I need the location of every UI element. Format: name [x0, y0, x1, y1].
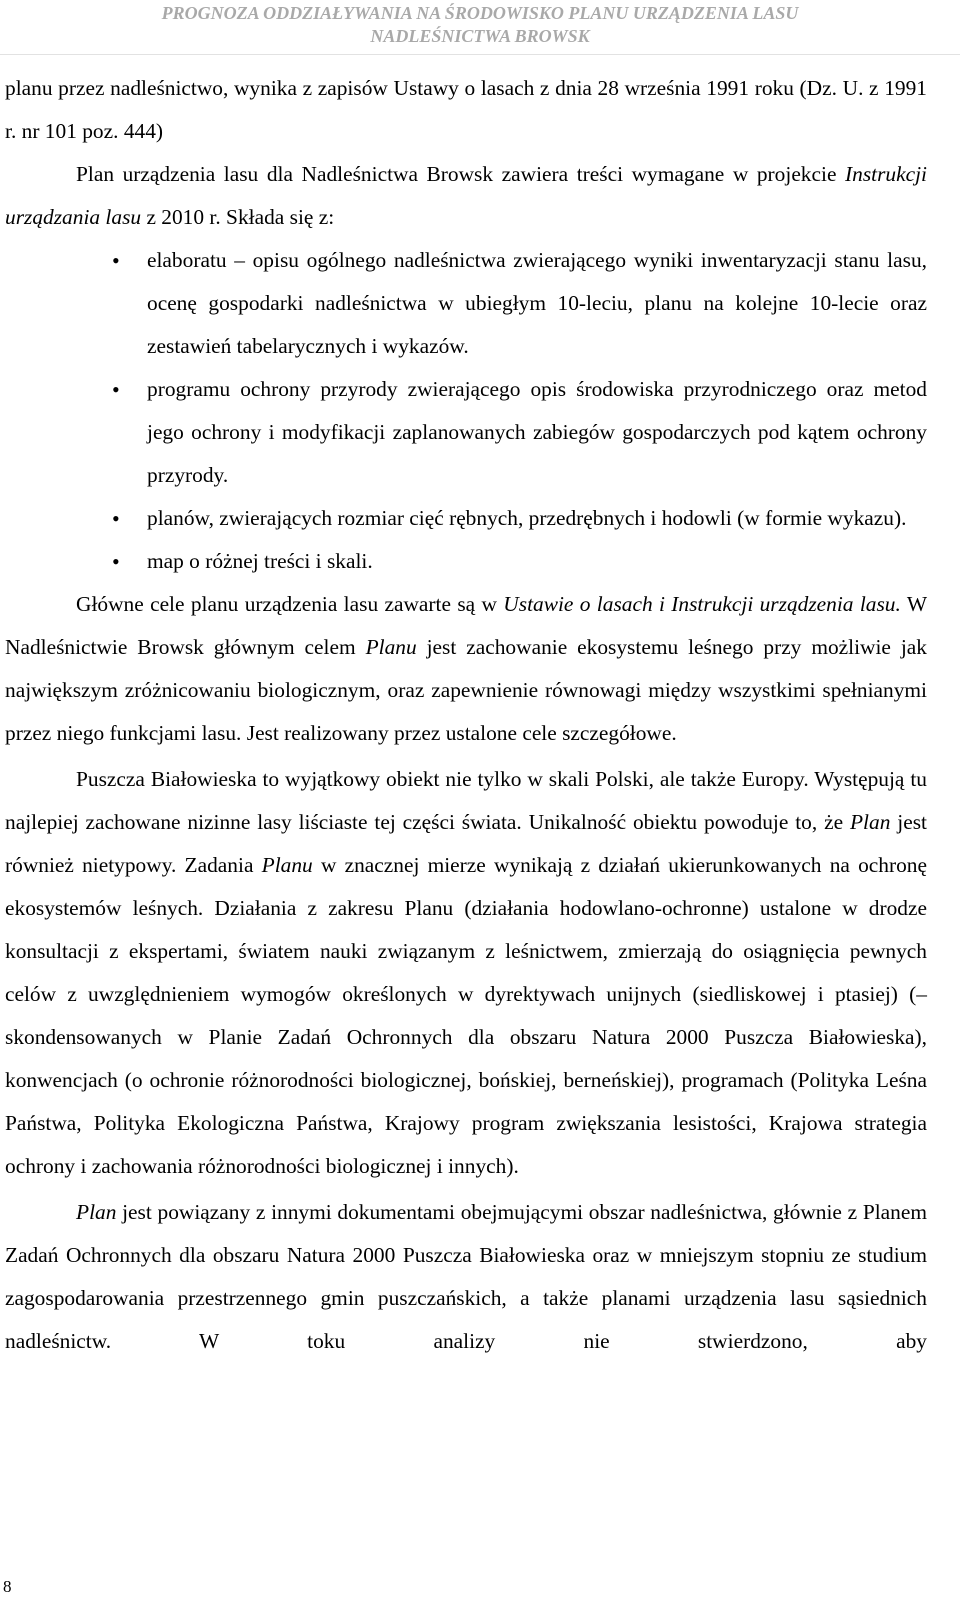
list-item — [5, 368, 927, 497]
list-item — [5, 497, 927, 540]
list-item-text: elaboratu – opisu ogólnego nadleśnictwa zwierającego wyniki inwentaryzacji stanu lasu, ocenę gospodarki nadleśnictwa w ubiegłym 10-leciu, planu na kolejne 10-lecie oraz zestawień tabelarycznych i wykazów. — [147, 248, 927, 358]
bullet-icon: • — [112, 549, 120, 574]
running-header — [0, 2, 960, 55]
paragraph-2-text-a: Plan urządzenia lasu dla Nadleśnictwa Browsk zawiera treści wymagane w projekcie — [76, 162, 846, 186]
list-item-text: programu ochrony przyrody zwierającego opis środowiska przyrodniczego oraz metod jego ochrony i modyfikacji zaplanowanych zabiegów gospodarczych pod kątem ochrony przyrody. — [147, 377, 927, 487]
list-item — [5, 540, 927, 583]
paragraph-3-italic-plan: Planu — [365, 635, 417, 659]
list-item-text: planów, zwierających rozmiar cięć rębnych, przedrębnych i hodowli (w formie wykazu). — [147, 506, 907, 530]
header-line-2: NADLEŚNICTWA BROWSK — [370, 26, 590, 46]
list-item — [5, 239, 927, 368]
list-item-text: map o różnej treści i skali. — [147, 549, 373, 573]
paragraph-3 — [5, 583, 927, 755]
paragraph-4-text-c: jest również nietypowy. Zadania — [5, 810, 927, 877]
paragraph-3-text-e: jest zachowanie ekosystemu leśnego przy możliwie jak największym zróżnicowaniu biologicznym, oraz zapewnienie równowagi między wszystkimi spełnianymi przez niego funkcjami lasu. Jest realizowany przez ustalone cele szczegółowe. — [5, 635, 927, 745]
paragraph-3-text-a: Główne cele planu urządzenia lasu zawarte są w — [76, 592, 504, 616]
paragraph-1 — [5, 67, 927, 153]
paragraph-5-italic-plan: Plan — [76, 1200, 117, 1224]
paragraph-1-text: planu przez nadleśnictwo, wynika z zapisów Ustawy o lasach z dnia 28 września 1991 roku (Dz. U. z 1991 r. nr 101 poz. 444) — [5, 76, 927, 143]
bullet-icon: • — [112, 248, 120, 273]
paragraph-4-italic-planu: Planu — [261, 853, 313, 877]
paragraph-3-text-c: W Nadleśnictwie Browsk głównym celem — [5, 592, 928, 659]
header-line-1: PROGNOZA ODDZIAŁYWANIA NA ŚRODOWISKO PLANU URZĄDZENIA LASU — [161, 3, 799, 23]
paragraph-2-text-c: z 2010 r. Składa się z: — [141, 205, 335, 229]
bullet-icon: • — [112, 506, 120, 531]
paragraph-2 — [5, 153, 927, 239]
paragraph-4-text-a: Puszcza Białowieska to wyjątkowy obiekt nie tylko w skali Polski, ale także Europy. Występują tu najlepiej zachowane nizinne lasy liściaste tej części świata. Unikalność obiektu powoduje to, że — [5, 767, 927, 834]
paragraph-4-text-e: w znacznej mierze wynikają z działań ukierunkowanych na ochronę ekosystemów leśnych. Działania z zakresu Planu (działania hodowlano-ochronne) ustalone w drodze konsultacji z ekspertami, światem nauki związanym z leśnictwem, zmierzają do osiągnięcia pewnych celów z uwzględnieniem wymogów określonych w dyrektywach unijnych (siedliskowej i ptasiej) (– skondensowanych w Planie Zadań Ochronnych dla obszaru Natura 2000 Puszcza Białowieska), konwencjach (o ochronie różnorodności biologicznej, bońskiej, berneńskiej), programach (Polityka Leśna Państwa, Polityka Ekologiczna Państwa, Krajowy program zwiększania lesistości, Krajowa strategia ochrony i zachowania różnorodności biologicznej i innych). — [5, 853, 927, 1178]
document-body — [5, 67, 927, 1363]
paragraph-4 — [5, 758, 927, 1188]
page-number: 8 — [3, 1577, 12, 1596]
bullet-list — [5, 239, 927, 583]
paragraph-5 — [5, 1191, 927, 1363]
paragraph-3-italic-title: Ustawie o lasach i Instrukcji urządzenia lasu. — [503, 592, 901, 616]
paragraph-2-italic: Instrukcji urządzania lasu — [5, 162, 927, 229]
paragraph-5-text: jest powiązany z innymi dokumentami obejmującymi obszar nadleśnictwa, głównie z Planem Zadań Ochronnych dla obszaru Natura 2000 Puszcza Białowieska oraz w mniejszym stopniu ze studium zagospodarowania przestrzennego gmin puszczańskich, a także planami urządzenia lasu sąsiednich nadleśnictw. W toku analizy nie stwierdzono, aby — [5, 1200, 927, 1353]
paragraph-4-italic-plan: Plan — [849, 810, 891, 834]
bullet-icon: • — [112, 377, 120, 402]
